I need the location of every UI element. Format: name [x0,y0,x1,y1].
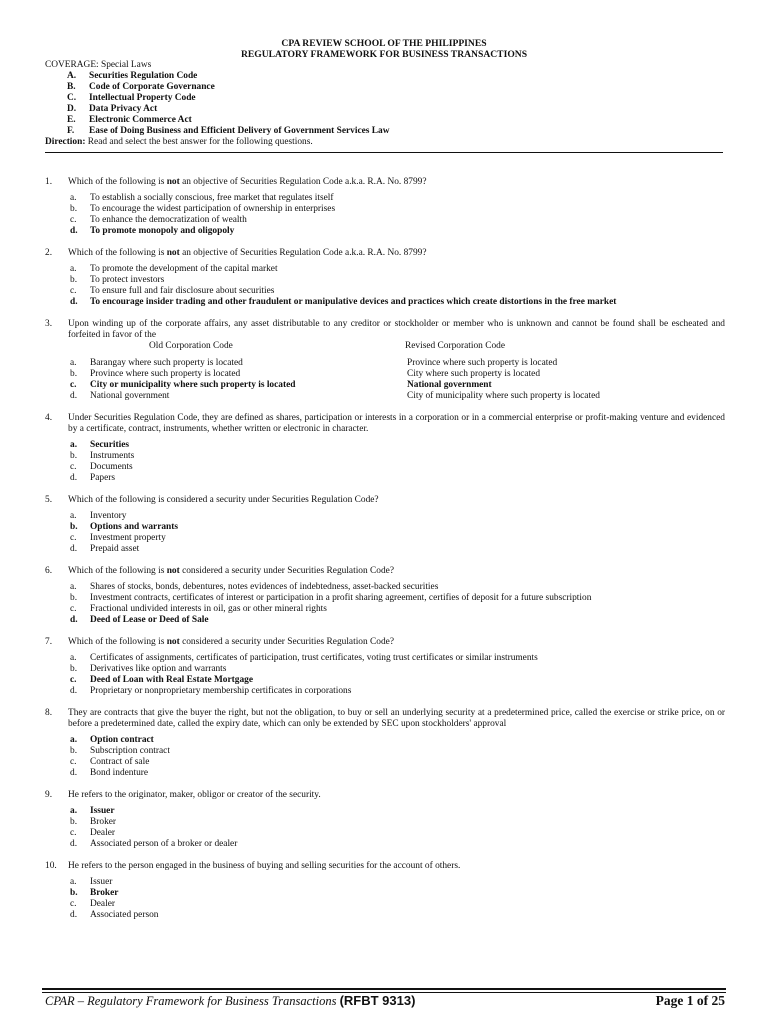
choice-letter: c. [70,675,77,685]
question-emphasis: not [166,566,180,576]
choice-letter: d. [70,910,78,920]
coverage-item-text: Intellectual Property Code [89,93,196,103]
question-text-start: Upon winding up of the corporate affairs, any asset distributable to any creditor or stockholder or member who is unknown and cannot be found shall be escheated and forfeited in favor of the [68,319,725,340]
choice-text: Investment contracts, certificates of interest or participation in a profit sharing agreement, certifies of deposit for a future subscription [90,593,592,603]
coverage-item-letter: F. [67,126,75,136]
choice-letter: b. [70,817,78,827]
question-stem [45,495,725,506]
question-text-start: Which of the following is [68,248,167,258]
choice-option [70,757,725,768]
choice-option [70,615,725,626]
question-text-start: Under Securities Regulation Code, they are defined as shares, participation or interests in a corporation or in a commercial enterprise or profit-making venture and evidenced by a certificate, contract, instruments, whether written or electronic in character. [68,413,725,434]
choice-option [70,686,725,697]
choice-letter: d. [70,839,78,849]
choice-letter: b. [70,369,78,379]
choice-letter: a. [70,193,77,203]
choice-text: Securities [90,440,130,450]
choice-letter: b. [70,746,78,756]
choice-text: Derivatives like option and warrants [90,664,227,674]
coverage-item-text: Electronic Commerce Act [89,115,192,125]
question-10 [45,861,725,921]
question-number: 6. [45,566,53,576]
choice-text: To ensure full and fair disclosure about securities [90,286,275,296]
question-number: 9. [45,790,53,800]
question-text-end: considered a security under Securities Regulation Code? [179,566,394,576]
question-5 [45,495,725,555]
choice-list [45,877,725,921]
choice-text: Investment property [90,533,166,543]
question-number: 3. [45,319,53,329]
question-text [68,177,725,188]
choice-option [70,204,725,215]
page-number: Page 1 of 25 [655,993,725,1008]
choice-text: Proprietary or nonproprietary membership certificates in corporations [90,686,352,696]
choice-text: Associated person of a broker or dealer [90,839,238,849]
question-9 [45,790,725,850]
question-number: 4. [45,413,53,423]
choice-letter: c. [70,757,77,767]
choice-text: To encourage the widest participation of ownership in enterprises [90,204,336,214]
choice-text: Deed of Loan with Real Estate Mortgage [90,675,253,685]
question-text-end: considered a security under Securities Regulation Code? [179,637,394,647]
choice-list [45,440,725,484]
choice-text: Issuer [90,806,115,816]
column-header-revised: Revised Corporation Code [405,341,505,351]
choice-option [70,286,725,297]
choice-option [70,735,725,746]
choice-text: Certificates of assignments, certificates of participation, trust certificates, voting trust certificates or similar instruments [90,653,538,663]
coverage-item-text: Code of Corporate Governance [89,82,215,92]
question-stem [45,177,725,188]
question-emphasis: not [166,637,180,647]
choice-letter: a. [70,440,78,450]
question-stem [45,566,725,577]
choice-option [70,746,725,757]
choice-letter: c. [70,380,77,390]
choice-option [70,533,725,544]
choice-option [70,369,725,380]
subject-title: REGULATORY FRAMEWORK FOR BUSINESS TRANSACTIONS [240,49,528,60]
question-number: 5. [45,495,53,505]
footer-divider-thick [42,988,726,990]
choice-letter: a. [70,358,77,368]
choice-letter: a. [70,653,77,663]
choice-option [70,473,725,484]
choice-letter: b. [70,451,78,461]
question-1 [45,177,725,237]
question-text-end: an objective of Securities Regulation Code a.k.a. R.A. No. 8799? [179,177,427,187]
question-text [68,495,725,506]
choice-text: Deed of Lease or Deed of Sale [90,615,209,625]
choice-option [70,380,725,391]
choice-text: Issuer [90,877,113,887]
question-2 [45,248,725,308]
footer-title [45,995,415,1007]
choice-letter: a. [70,806,78,816]
question-text [68,790,725,801]
choice-text: Prepaid asset [90,544,140,554]
choice-option [70,839,725,850]
coverage-item-text: Data Privacy Act [89,104,158,114]
choice-letter: b. [70,522,78,532]
direction-label: Direction: [45,137,86,147]
question-text [68,319,725,341]
choice-option [70,768,725,779]
choice-option [70,817,725,828]
choice-option [70,226,725,237]
question-text [68,637,725,648]
choice-option [70,593,725,604]
choice-old-code: Barangay where such property is located [90,358,243,368]
choice-revised-code: National government [407,380,492,390]
question-text [68,413,725,435]
page-footer [45,995,725,1007]
question-stem [45,790,725,801]
coverage-label: COVERAGE: Special Laws [45,60,152,70]
question-text-end: an objective of Securities Regulation Code a.k.a. R.A. No. 8799? [179,248,427,258]
question-6 [45,566,725,626]
choice-text: Dealer [90,899,115,909]
direction-text: Read and select the best answer for the following questions. [85,137,313,147]
footer-course: CPAR – Regulatory Framework for Business Transactions [45,994,340,1008]
coverage-item-letter: B. [67,82,76,92]
document-header [0,38,768,60]
choice-text: Instruments [90,451,135,461]
choice-letter: d. [70,391,78,401]
choice-revised-code: Province where such property is located [407,358,558,368]
choice-text: Contract of sale [90,757,150,767]
choice-list [45,511,725,555]
choice-option [70,899,725,910]
choice-option [70,297,725,308]
question-3 [45,319,725,402]
choice-text: To promote the development of the capital market [90,264,278,274]
question-text [68,248,725,259]
question-text-start: Which of the following is considered a security under Securities Regulation Code? [68,495,379,505]
coverage-item-letter: C. [67,93,77,103]
footer-code: (RFBT 9313) [339,993,416,1008]
question-text [68,708,725,730]
question-stem [45,637,725,648]
column-headers [45,341,725,352]
choice-letter: a. [70,735,78,745]
choice-option [70,391,725,402]
choice-option [70,828,725,839]
choice-list [45,358,725,402]
choice-text: To promote monopoly and oligopoly [90,226,235,236]
choice-text: Associated person [90,910,159,920]
choice-option [70,275,725,286]
coverage-item [45,82,725,93]
coverage-item-letter: D. [67,104,77,114]
choice-option [70,544,725,555]
question-4 [45,413,725,484]
question-text-start: He refers to the person engaged in the business of buying and selling securities for the account of others. [68,861,461,871]
choice-letter: a. [70,511,77,521]
choice-letter: b. [70,888,78,898]
coverage-section [45,60,725,148]
choice-letter: d. [70,297,78,307]
choice-text: Options and warrants [90,522,179,532]
choice-text: Subscription contract [90,746,170,756]
choice-letter: b. [70,275,78,285]
coverage-item [45,71,725,82]
question-emphasis: not [166,177,180,187]
question-text-start: He refers to the originator, maker, obligor or creator of the security. [68,790,321,800]
choice-option [70,675,725,686]
choice-list [45,735,725,779]
choice-letter: b. [70,204,78,214]
choice-text: Documents [90,462,133,472]
choice-letter: b. [70,664,78,674]
choice-revised-code: City of municipality where such property is located [407,391,600,401]
choice-letter: d. [70,226,78,236]
coverage-item-text: Ease of Doing Business and Efficient Delivery of Government Services Law [89,126,390,136]
question-number: 1. [45,177,53,187]
choice-option [70,440,725,451]
question-number: 7. [45,637,53,647]
question-emphasis: not [166,248,180,258]
choice-letter: d. [70,615,78,625]
choice-option [70,653,725,664]
choice-option [70,522,725,533]
choice-letter: d. [70,473,78,483]
choice-list [45,193,725,237]
choice-option [70,806,725,817]
choice-letter: c. [70,899,77,909]
question-number: 8. [45,708,53,718]
choice-letter: c. [70,828,77,838]
choice-text: Broker [90,888,119,898]
choice-text: To enhance the democratization of wealth [90,215,247,225]
question-stem [45,248,725,259]
choice-old-code: City or municipality where such property is located [90,380,296,390]
choice-list [45,582,725,626]
coverage-item-text: Securities Regulation Code [89,71,198,81]
question-text-start: Which of the following is [68,566,167,576]
question-number: 10. [45,861,57,871]
choice-old-code: Province where such property is located [90,369,241,379]
choice-option [70,215,725,226]
question-number: 2. [45,248,53,258]
choice-letter: c. [70,286,77,296]
choice-letter: d. [70,544,78,554]
choice-letter: c. [70,215,77,225]
coverage-item-letter: E. [67,115,76,125]
choice-option [70,910,725,921]
choice-text: Dealer [90,828,115,838]
choice-option [70,604,725,615]
choice-option [70,877,725,888]
choice-list [45,806,725,850]
question-text [68,861,725,872]
choice-option [70,888,725,899]
direction-line [45,137,725,148]
choice-letter: a. [70,582,77,592]
choice-option [70,511,725,522]
choice-letter: d. [70,768,78,778]
choice-text: To establish a socially conscious, free market that regulates itself [90,193,334,203]
choice-old-code: National government [90,391,170,401]
question-stem [45,708,725,730]
choice-text: Inventory [90,511,127,521]
choice-option [70,358,725,369]
question-8 [45,708,725,779]
choice-letter: b. [70,593,78,603]
question-stem [45,861,725,872]
choice-letter: a. [70,877,77,887]
choice-option [70,462,725,473]
school-name: CPA REVIEW SCHOOL OF THE PHILIPPINES [281,38,487,49]
question-text-start: Which of the following is [68,177,167,187]
choice-letter: c. [70,604,77,614]
choice-list [45,264,725,308]
coverage-item [45,93,725,104]
choice-letter: a. [70,264,77,274]
question-list [45,177,725,932]
choice-letter: c. [70,462,77,472]
coverage-item [45,115,725,126]
choice-text: Option contract [90,735,154,745]
choice-letter: d. [70,686,78,696]
choice-option [70,264,725,275]
choice-option [70,664,725,675]
choice-option [70,582,725,593]
choice-revised-code: City where such property is located [407,369,541,379]
choice-text: Shares of stocks, bonds, debentures, notes evidences of indebtedness, asset-backed securities [90,582,439,592]
column-header-old: Old Corporation Code [149,341,233,351]
choice-list [45,653,725,697]
coverage-item [45,104,725,115]
choice-option [70,193,725,204]
choice-text: Papers [90,473,115,483]
choice-option [70,451,725,462]
coverage-item-letter: A. [67,71,77,81]
question-text-start: Which of the following is [68,637,167,647]
choice-text: Broker [90,817,117,827]
question-text-start: They are contracts that give the buyer the right, but not the obligation, to buy or sell an underlying security at a predetermined price, called the exercise or strike price, on or before a predetermined date, called the expiry date, which can only be extended by SEC upon stockholders' approval [68,708,725,729]
question-7 [45,637,725,697]
choice-text: Bond indenture [90,768,149,778]
header-divider [45,152,723,153]
question-stem [45,319,725,341]
choice-text: To encourage insider trading and other fraudulent or manipulative devices and practices which create distortions in the free market [90,297,617,307]
question-text [68,566,725,577]
choice-text: To protect investors [90,275,165,285]
choice-text: Fractional undivided interests in oil, gas or other mineral rights [90,604,327,614]
choice-letter: c. [70,533,77,543]
coverage-list [45,71,725,137]
question-stem [45,413,725,435]
coverage-item [45,126,725,137]
